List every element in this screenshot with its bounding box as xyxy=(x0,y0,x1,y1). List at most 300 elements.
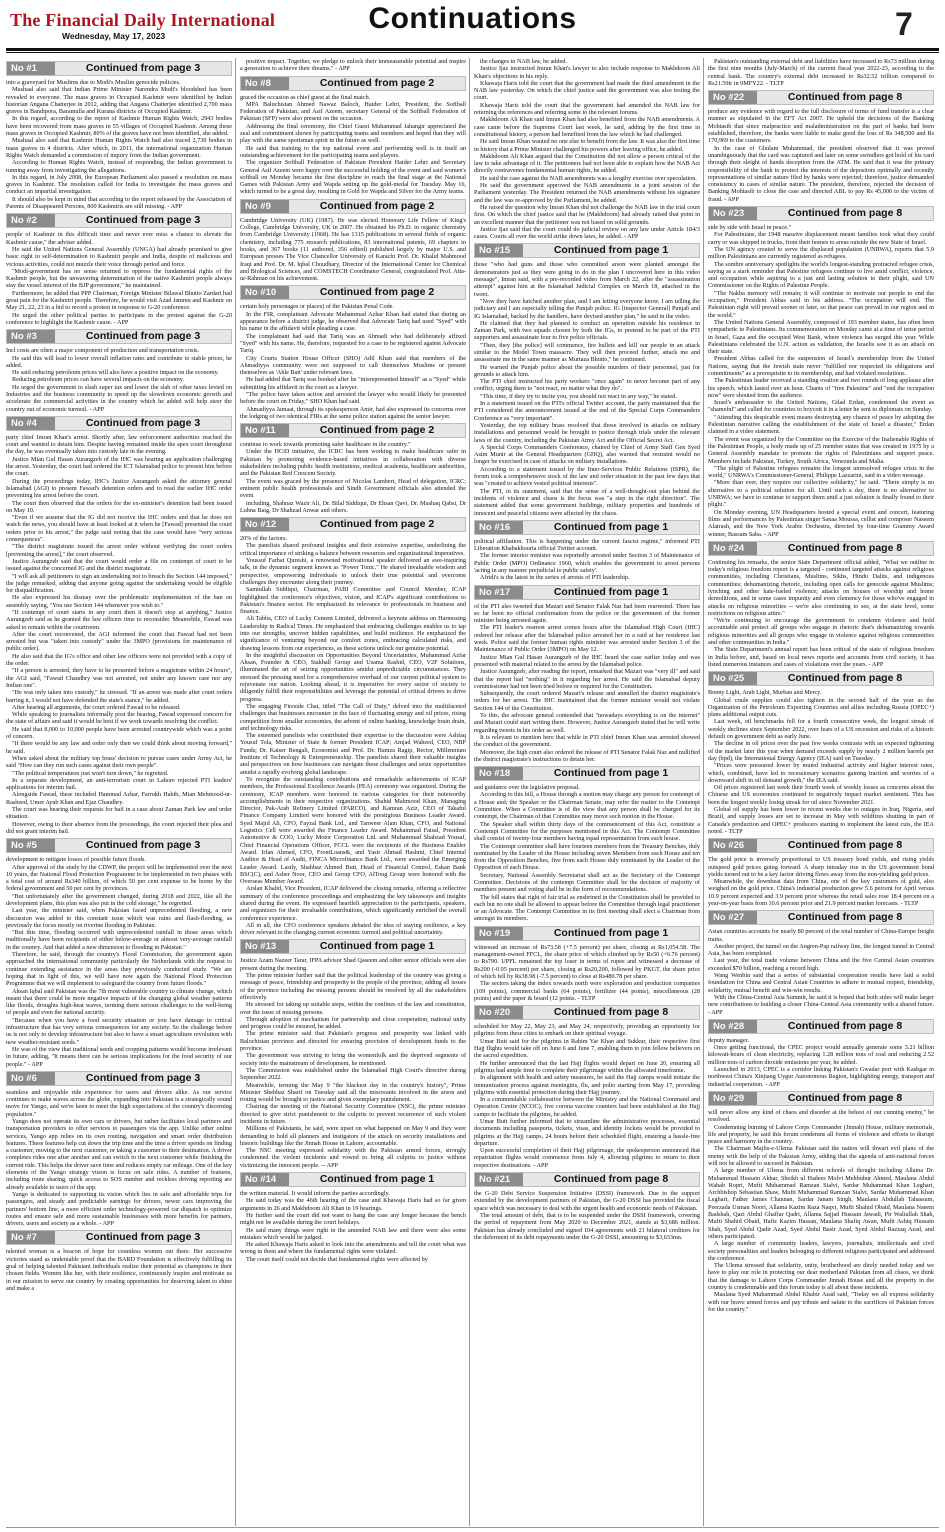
article-paragraph: The prime minister further said that the political leadership of the country was giving a message of peace, friendship and prosperity to the people of the province, adding all issues of the province including the missing persons should be resolved by all the stakeholders effectively. xyxy=(240,972,466,1001)
article-paragraph: The State Department's annual report has been critical of the state of religious freedom in India before, and, based on local news reports and accounts from civil society, it has listed numerous instances and cases of violations over the years. - APP xyxy=(708,646,934,668)
continuation-article xyxy=(474,520,700,582)
masthead-rule xyxy=(6,48,939,51)
article-body xyxy=(708,224,934,538)
publication-name: The Financial Daily International xyxy=(10,10,276,30)
column-2 xyxy=(240,58,466,1526)
article-paragraph: Khawaja Haris told the court that the government had amended the NAB law for returning the references and referring some to the relevant forums. xyxy=(474,101,700,117)
article-paragraph: He urged the government to slash super tax and lower the slab of other taxes levied on Industries and the business community to speed up the slowdown economic growth and accelerate the commercial activities in the country which he added will help steer the country out of economic turmoil. - APP xyxy=(6,383,232,413)
continuation-label: Continued from page 8 xyxy=(553,1006,669,1019)
continuation-header xyxy=(474,243,700,258)
article-paragraph: City Courts Station House Officer (SHO) Adil Khan said that members of the Ahmadiyya community were not supposed to call themselves Muslims or present themselves as 'Ahle Bait' under relevant laws. xyxy=(240,354,466,377)
article-body xyxy=(708,58,934,87)
article-paragraph: The PTI leader's rearrest arrest comes hours after the Islamabad High Court (IHC) ordered her release after the Islamabad police arrested her in a raid at her residence last week. Police said the former human rights minister was arrested under Section 3 of the Maintenance of Public Order (3MPO) on May 12. xyxy=(474,624,700,654)
article-paragraph: The complainant had said that Tariq was an Ahmadi who had deliberately affixed "Syed" with his name. He, therefore, requested for a case to be registered against Advocate Tariq. xyxy=(240,332,466,355)
article-paragraph: The event was graced by the presence of Nicolas Lambert, Head of delegation, ICRC; eminent public health professionals and Sindh Government officials also attended the event xyxy=(240,477,466,500)
article-paragraph: Launched in 2013, CPEC is a corridor linking Pakistan's Gwadar port with Kashgar in northwest China's Xinjiang Uygur Autonomous Region, highlighting energy, transport and industrial cooperation. - APP xyxy=(708,1066,934,1088)
publication-date: Wednesday, May 17, 2023 xyxy=(62,31,166,41)
continuation-number: No #6 xyxy=(7,1072,55,1085)
article-paragraph: "Attending this despicable event means destroying any chance of peace by adopting the Palestinian narrative calling the establishment of the state of Israel a disaster," Erdan claimed in a video statement. xyxy=(708,413,934,436)
article-paragraph: The total amount of debt, that is to be suspended under the DSSI framework, covering the period of repayment from May 2020 to December 2021, stands at $3,686 million. Pakistan has already concluded and signed 104 agreements with 21 bilateral creditors for the deferment of its debt repayments under the G-20 DSSI, amounting to $3,633mn. xyxy=(474,1211,700,1241)
article-paragraph: The prime minister said that Pakistan's progress and prosperity was linked with Balochistan province and directed for ensuring provision of development funds to the province. xyxy=(240,1030,466,1053)
article-paragraph: Last year, the minister said, when Pakistan faced unprecedented flooding, a new discussion was added to this constant issue which was rains and flash-flooding, as previously the focus mostly on riverine flooding in Pakistan. xyxy=(6,907,232,929)
article-paragraph: He said that 8,000 to 10,000 people have been arrested countrywide which was a point of concern. xyxy=(6,725,232,741)
article-paragraph: "This time, if they try to incite you, you should not react in any way," he stated. xyxy=(480,392,677,400)
article-paragraph: Ahsan Iqbal said Pakistan was the 7th most vulnerable country to climate change, which meant that there could be more negative impacts of the changing global weather patterns like floods, droughts high-heat waves, terming them serious challenges to the well-being of people and even the national security. xyxy=(6,987,232,1017)
article-paragraph: political affiliation. This is happening under the current fascist regime," informed PTI Liberation Khabakhouria official Twitter account. xyxy=(474,537,700,553)
continuation-header xyxy=(708,1019,934,1034)
article-paragraph: He said the government approved the NAB amendments in a joint session of the Parliament yesterday. The President returned the NAB amendments without his signature and the law was re-approved by the Parliament, he added. xyxy=(474,182,700,204)
article-paragraph: MPA Baluchistan Ahmed Nawaz Baloch, Haider Lehri, President, the Softball Federation of Pakistan, and Asif Azeem, secretary General of the Softball Federation of Pakistan (SFP) were also present on the occasion. xyxy=(240,100,466,123)
article-paragraph: including, Shahnaz Wazir Ali, Dr. Bilal Siddiqui, Dr Ehsan Qavi, Dr. Mushaq Qabsi, Dr Lubna Baig, Dr Shahzad Anwar and others. xyxy=(240,499,466,514)
continuation-header xyxy=(708,1091,934,1106)
continuation-number: No #4 xyxy=(7,417,55,430)
article-paragraph: According to this bill, a House through a motion may charge any person for contempt of a House and; the Speaker or the Chairman Senate, may refer the matter to the Contempt Committee. When a Committee is of the view that any person shall be charged for its contempt, the Chairman of that Committee may move such motion in the House. xyxy=(474,791,700,821)
continuation-article xyxy=(6,416,232,835)
article-paragraph: Justice Ijaz said that the court could do judicial review on any law under Article 184/3 cases. Courts all over the world strike down laws, he added. - APP xyxy=(474,225,700,241)
article-paragraph: In this regard, in July 2008, the European Parliament also passed a resolution on mass graves in Kashmir. The resolution called for India to investigate the mass graves and conduct an impartial investigation. xyxy=(6,173,232,196)
article-body xyxy=(708,689,934,835)
article-paragraph: Continuing his remarks, the senior State Department official added, "What we outline in today's religious freedom report is a targeted - continued targeted attacks against religious communities, including Christians, Muslims, Sikhs, Hindu Dalits, and indigenous communities; dehumanizing rhetoric, including open calls for genocide against Muslims; lynching and other hate-fueled violence; attacks on houses of worship and home demolitions, and in some cases impunity and even clemency for those who've engaged in attacks on religious minorities -- we're also continuing to see, at the state level, some restrictions on religious attire." xyxy=(708,558,934,617)
continuation-label: Continued from page 1 xyxy=(553,585,669,598)
article-paragraph: He said the United Nations General Assembly (UNGA) had already promised to give basic right to self-determination to Kashmiri people and India, despite of malicious and vicious activities, could not muzzle their voice through period and force. xyxy=(6,245,232,268)
continuation-article xyxy=(474,58,700,240)
continuation-number: No #22 xyxy=(709,91,757,104)
continuation-number: No #2 xyxy=(7,214,55,227)
article-paragraph: Justice Azam Nazeer Tarar, IFPA advisor Shad Qaseem and other senior officials were also present during the meeting. xyxy=(240,957,466,972)
article-paragraph: "But unfortunately after the government changed, during 2018 and 2022, like all the development plans, this plan was also put in the cold storage," he regretted. xyxy=(6,892,232,907)
article-paragraph: The PTI chief instructed his party workers "once again" to never become part of any conflict, urging them to "not react, no matter what they do". xyxy=(474,378,700,393)
article-paragraph: continue to work towards promoting safer healthcare in the country." xyxy=(240,441,411,449)
continuation-label: Continued from page 1 xyxy=(319,940,435,953)
article-paragraph: Cambridge University (UK) (1987). He was elected Honorary Life Fellow of King's College, Cambridge University, UK in 2007. He obtained his Ph.D. in organic chemistry from Cambridge University (1968). He has 1315 publications in several fields of organic chemistry, including 775 research publications, 83 international patents, 69 chapters in books, and 367 books (11 authored, 356 edited) published largely by major U.S. and European presses The Vice Chancellor University of Karachi Prof. Dr. Khalid Mahmood Iraqi and Prof. Dr. M. Iqbal Choudhary, Director of the International Center for Chemical and Biological Sciences, and COMSTECH Coordinator General, congratulated Prof. Atta-ur-Rahman on his achievement. xyxy=(240,216,466,283)
continuation-header xyxy=(474,926,700,941)
article-paragraph: talented woman is a beacon of hope for countless women out there. Her successive victories stand as undeniable proof that the BARD Foundation is effectively fulfilling its goal of helping talented Pakistani individuals realize their potential as champions in their chosen fields. Women like her, with their resilience, continuously inspire and motivate us in our mission to serve our country by creating opportunities for deserving talent to shine and make a xyxy=(6,1248,232,1292)
continuation-article xyxy=(708,910,934,1016)
continuation-header xyxy=(6,1230,232,1245)
article-paragraph: In the insightful discussion on Opportunities Beyond Uncertainties, Muhammad Azfar Ahsan, Founder & CEO, Stakhall Group and Usama Rashid, CEO, V2F Solutions, illuminated the art of seizing opportunities amidst unpredictable circumstances. They stressed the pressing need for a comprehensive overhaul of our current political system to rejuvenate our nation. Looking ahead, it is imperative for every sector of society to diligently fulfill their responsibilities and leverage the potential of critical drivers to drive progress. xyxy=(240,651,466,703)
article-paragraph: After approval of the study by the CDWP, the project will be implemented over the next 10 years, the National Flood Protection Programme to be implemented in two phases with a total cost of around Rs340 billion, of which 50 per cent expense to be borne by the federal government and 50 per cent by provinces. xyxy=(6,863,232,893)
section-title: Continuations xyxy=(368,2,577,35)
continuation-article xyxy=(240,517,466,936)
continuation-label: Continued from page 2 xyxy=(319,76,435,89)
continuation-header xyxy=(474,1005,700,1020)
continuation-header xyxy=(240,517,466,532)
continuation-header xyxy=(708,541,934,556)
article-paragraph: He warned the Punjab police about the possible murders of their personnel, just for grounds to attack him. xyxy=(474,363,700,378)
article-paragraph: The engaging Fireside Chat, titled "The Call of Duty," delved into the multifaceted challenges that businesses encounter in the face of fluctuating energy and oil prices, rising competition from smaller economies, the advent of online banking, knowledge brain drain, and technology risks. xyxy=(240,702,466,732)
article-paragraph: Youssuf Farhat Qureshi, a renowned motivational speaker delivered an awe-inspiring talk, in the dynamic segment known as "Power Tonic." He shared invaluable wisdom and perspective, empowering individuals to unlock their true potential and overcome challenges they encounter along their journey. xyxy=(240,557,466,586)
continuation-label: Continued from page 1 xyxy=(319,1173,435,1186)
continuation-header xyxy=(474,585,700,600)
article-paragraph: He had added that Tariq was booked after he "misrepresented himself" as a "Syed" while submitting his affidavit in the court as a lawyer. xyxy=(240,376,466,391)
continuation-article xyxy=(240,939,466,1169)
article-paragraph: Justice Ijaz instructed Imran Khan's lawyer to also include response to Makhdoom Ali Khan's objections in his reply. xyxy=(474,65,700,80)
article-body xyxy=(708,1037,934,1088)
article-paragraph: Furthermore, he added that PPP Chairman, Foreign Minister Bilawal Bhutto Zardari had great pain for the Kashmiri people. Therefore, he would visit Azad Jammu and Kashmir on May 21, 22, 23 in a bid to record a protest in response to G-20 conference. xyxy=(6,289,232,312)
article-paragraph: He further said the court did not want to hang the case any longer because the bench might not be available during the court holidays. xyxy=(240,1211,466,1227)
article-paragraph: into a graveyard for Muslims due to Modi's Muslim genocide policies. xyxy=(6,79,181,86)
article-body xyxy=(708,559,934,668)
continuation-article xyxy=(6,838,232,1068)
article-paragraph: Once getting functional, the CPEC project would annually generate some 3.21 billion kilowatt-hours of clean electricity, replacing 1.28 million tons of coal and reducing 2.52 million tons of carbon dioxide emissions per year, he added. xyxy=(708,1044,934,1066)
article-paragraph: He also expressed his dismay over the problematic implementation of the ban on assembly saying, "You use Section 144 whenever you wish to." xyxy=(6,594,232,609)
article-paragraph: He said the case against the NAB amendments was a lengthy exercise over speculation. xyxy=(480,174,697,182)
continuation-header xyxy=(6,61,232,76)
article-paragraph: He also said that the IG's office and other law officers were not provided with a copy of the order. xyxy=(6,652,232,668)
continuation-header xyxy=(474,520,700,535)
article-paragraph: Israel's ambassador to the United Nations, Gilad Erdan, condemned the event as "shameful" and called for countries to boycott it in a letter he sent to diplomats on Sunday. xyxy=(708,399,934,414)
article-paragraph: certain holy personages or places) of the Pakistan Penal Code. xyxy=(240,303,394,311)
article-body xyxy=(240,957,466,1169)
article-paragraph: A large number of community leaders, lawyers, journalists, intellectuals and civil society personalities and leaders belonging to different religions participated and addressed the conference. xyxy=(708,1240,934,1262)
column-divider xyxy=(235,58,236,1526)
article-paragraph: The Palestinian leader received a standing ovation and two rounds of long applause after his speech, which lasted over an hour. Chants of "free Palestine" and "end the occupation now" were shouted from the audience. xyxy=(708,377,934,399)
continuation-header xyxy=(240,285,466,300)
article-paragraph: Therefore, he said, through the country's Flood Commission, the government again approached the international community particularly the Netherlands with the request to continue extending assistance in the areas they previously conducted study. "We are hoping that in light of this, we will have now again the National Flood Protection Programme that we will implement to safeguard the country from future floods." xyxy=(6,951,232,988)
article-paragraph: "The plight of Palestine refugees remains the longest unresolved refugee crisis in the world," UNRWA's Commissioner-General, Philippe Lazzarini, said in a video message. xyxy=(708,464,934,480)
continuation-number: No #13 xyxy=(241,940,289,953)
article-paragraph: will never allow any kind of chaos and disorder at the behest of our cunning enemy," he resolved. xyxy=(708,1108,934,1124)
continuation-article xyxy=(474,1172,700,1241)
article-paragraph: "But this time, flooding occurred with unprecedented rainfall in those areas which traditionally have been recipients of either below-average or almost very-average rainfall in the country. And that added a new dimension to flooding in Pakistan." xyxy=(6,929,232,951)
column-divider xyxy=(469,58,470,1526)
article-paragraph: The event was organized by the Committee on the Exercise of the Inalienable Rights of the Palestinian People, a body made up of 25 member states that was created in 1975 by a General Assembly mandate to promote the rights of Palestinians and support peace. Members include Pakistan, Turkey, South Africa, Venezuela and Malta. xyxy=(708,435,934,465)
article-paragraph: Condemning burning of Lahore Corps Commander (Jinnah) House, military memorials, life and property, he said this forum condemns all forms of violence and efforts to disrupt peace and harmony in the country. xyxy=(708,1123,934,1146)
article-body xyxy=(708,928,934,1016)
article-paragraph: Ahmadiyya Jamaat, through its spokesperson Amir, had also expressed its concerns over the lodging of two identical FIRs at the same police station against the senior lawyer. xyxy=(240,405,466,420)
article-paragraph: He claimed that they had planned to conduct an operation outside his residence in Zaman Park, with two squads chosen by both the IGs, to pretend to be part of the PTI supporters and assassinate four to five police officials. xyxy=(474,319,700,342)
bottom-rule xyxy=(6,1527,939,1528)
article-paragraph: Justice Aurangzeb, after reading the report, remarked that Mazari was "very ill" and said that the report had "nothing" in it regarding her arrest. He said the Islamabad deputy commissioner had not been tried before or required for the Constitution. xyxy=(474,668,700,690)
continuation-number: No #11 xyxy=(241,424,289,437)
continuation-article xyxy=(6,1071,232,1228)
article-body xyxy=(6,231,232,326)
article-paragraph: Yango is dedicated to supporting its vision which lies in safe and affordable trips for passengers, and steady and predictable earnings for drivers, newer cars improving the partners' bottom line, a more efficient order technology-powered car dispatch to optimize routes and ensure safe and more sustainable businesses with more benefits for partners, drivers, users and society as a whole. - APP xyxy=(6,1190,232,1228)
article-body xyxy=(240,535,466,936)
continuation-article xyxy=(708,671,934,835)
article-paragraph: In alignment with health and safety measures, he said the Hajj camps would initiate the immunization process against meningitis, flu, and polio starting from May 17, providing pilgrims with essential protection during their Hajj journey. xyxy=(474,1074,700,1096)
continuation-label: Continued from page 8 xyxy=(787,91,903,104)
column-3 xyxy=(474,58,700,1526)
article-paragraph: Wang Wenbin said that a series of substantial cooperation results have laid a solid foundation for China and Central Asian Countries to adhere to mutual respect, friendship, solidarity, mutual benefit and win-win results. xyxy=(708,972,934,994)
article-body xyxy=(6,434,232,835)
article-paragraph: seamless and enjoyable ride experience for users and drivers alike. As our service continues to make waves across the globe, expanding into Pakistan is a strategically sound move for Yango, and we're keen to meet the high expectations of the country's discerning population." xyxy=(6,1088,232,1118)
column-1 xyxy=(6,58,232,1526)
article-paragraph: In the case of Ghulam Muhammad, the president observed that it was proved unambiguously that the card was captured and later on some swindlers got hold of his card through their sleight of hands deception from the ATM. He said that it was the primary responsibility of the bank to protect the interests of the depositors optimally and recently representations of similar nature filed by banks were rejected; therefore, justice demanded consistency in cases of similar nature. The president, therefore, rejected the decision of Banking Mohtasib to close the case and directed ABL to pay Rs 45,000 to the victim of fraud. - APP xyxy=(708,144,934,203)
continuation-header xyxy=(6,838,232,853)
article-paragraph: Incl costs are often a major component of production and transportation costs. xyxy=(6,347,200,355)
article-paragraph: Subsequently, the court ordered Mazari's release and annulled the district magistrate's orders for her arrest. The IHC maintained that the former minister would not violate Section 144 of the Constitution. xyxy=(474,690,700,712)
article-paragraph: "Then, they [the police] will commence, fire bullets and kill our people in an attack similar to the Model Town massacre. They will then proceed further, attack me and assassinate me in the same manner as Murtaza Bhutto," he continued. xyxy=(474,341,700,364)
article-paragraph: "More than ever, they require our collective solidarity," he said. "There simply is no alternative to a political solution for all. Until such a day, there is no alternative to UNRWA; we have to continue to support them until a just solution is finally found to their plight." xyxy=(708,479,934,509)
article-paragraph: To recognize the outstanding contributions and remarkable achievements of ICAP members, the Professional Excellence Awards (PEA) ceremony was organized. During the ceremony, ICAP members were honored in various categories for their noteworthy accomplishments in their respective organizations. Shahid Mahmood Khan, Managing Director, Pak-Arab Refinery Limited (PARCO), and Kamran Aziz, CEO of Takaful Finance Company Limited were honored with the prestigious Business Leader Award. Syed Majid Ali, CFO, Fayzal Bank Ltd., and Tanweer Alam Khan, CFO, and National Logistics Cell were awarded the Finance Leader Award. Muhammad Faisal, President Automotive & COO, Lucky Motor Corporation Ltd. and Muhammad Shahzad Yousaf, Chief Financial Operations Officer, FCCL were the recipients of the Business Enabler Award. Irfan Ahmed, CFO, FrontLoans&, and Yasir Ahmad Hashmi, Chief Internal Auditor & Head of Audit, FINCA Microfinance Bank Ltd., were awarded the Emerging Leader Award. Lastly, Shahbaz Ahmed Butt, Head of Financial Control, Eskan Bank BSC(C), and Asher Noor, CEO and Group CFO, AlToug Group were honored with the Overseas Member Award. xyxy=(240,775,466,886)
masthead xyxy=(0,0,945,52)
continuation-label: Continued from page 8 xyxy=(787,911,903,924)
article-paragraph: On Monday evening, UN Headquarters hosted a special event and concert, featuring films and performances by Palestinian singer Sanaa Moussa, cellist and composer Naseem Alatrash, and the New York Arabic Orchestra, directed by four-time Grammy Award winner, Bassam Saba. - APP xyxy=(708,508,934,538)
article-paragraph: "I will ask all petitioners to sign an undertaking not to breach the Section 144 imposed," the judge remarked, adding that anyone going against the undertaking would be eligible for disqualification. xyxy=(6,572,232,595)
continuation-label: Continued from page 8 xyxy=(787,672,903,685)
article-paragraph: According to a statement issued by the Inter-Services Public Relations (ISPR), the forum took a comprehensive stock of the law and order situation in the past few days that was "created to achieve vested political interests". xyxy=(474,465,700,488)
continuation-article xyxy=(6,329,232,413)
article-body xyxy=(240,303,466,420)
continuation-label: Continued from page 8 xyxy=(787,839,903,852)
article-paragraph: In a commendable collaborative between the Ministry and the National Command and Operation Centre (NCOC), five corona vaccine counters had been established at the Hajj camps to facilitate the pilgrims, he added. xyxy=(474,1096,700,1118)
continuation-label: Continued from page 2 xyxy=(319,286,435,299)
article-paragraph: Mushaal also said that Indian Prime Minister Narendra Modi's bloodshed has been revealed to everyone. The mass graves in Occupied Kashmir were identified by Indian historian Angana Chatterjee in 2012, adding that Angana Chatterjee identified 2,700 mass graves in Bandipora, Baramulla and Kurana districts of Occupied Kashmir. xyxy=(6,86,232,116)
continuation-number: No #18 xyxy=(475,767,523,780)
article-paragraph: Umar Butt said for the pilgrims in Rahim Yar Khan and Sukkur, their respective first Hajj flights would take off on June 6 and June 7, enabling them to join fellow believers on the sacred expedition. xyxy=(474,1037,700,1060)
article-paragraph: The sectors taking the index towards north were exploration and production companies (109 points), commercial banks (64 points), fertilizer (44 points), miscellaneous (28 points) and the paper & board (12 points. - TLTP xyxy=(474,980,700,1002)
article-body xyxy=(474,538,700,582)
article-paragraph: Another project, the tunnel on the Angren-Pap railway line, the longest tunnel in Central Asia, has been completed. xyxy=(708,942,934,958)
article-paragraph: graced the occasion as chief guest at the final match. xyxy=(240,93,371,101)
article-paragraph: of the PTI also tweeted that Mazari and Senator Falak Naz had been rearrested. There has so far been no official confirmation from the police or the government of the former minister being arrested again. xyxy=(474,602,700,625)
article-paragraph: The Contempt committee shall have fourteen members from the Treasury Benches, duly nominated by the Leader of the House including seven Members from each House and ten from the Opposition Benches, five from each House duly nominated by the Leader of the Opposition of each House. xyxy=(474,842,700,872)
article-paragraph: scheduled for May 22, May 23, and May 24, respectively, providing an opportunity for pilgrims from these cities to embark on their spiritual voyage. xyxy=(474,1023,700,1038)
continuation-number: No #20 xyxy=(475,1006,523,1019)
continuation-label: Continued from page 2 xyxy=(319,424,435,437)
continuation-article xyxy=(708,838,934,907)
article-paragraph: The United Nations General Assembly, composed of 193 member states, has often been sympathetic to Palestinians. Its commemoration on Monday came at a time of tense period in Israel, Gaza and the occupied West Bank, where violence has surged this year. While Palestinians celebrated the U.N. action as validation, the Israelis saw it as an attack on their state. xyxy=(708,318,934,356)
article-paragraph: development to mitigate losses of possible future floods. xyxy=(6,856,146,864)
continuation-label: Continued from page 1 xyxy=(553,520,669,533)
article-paragraph: The court then observed that the orders for the ex-minister's detention had been issued on May 10. xyxy=(6,499,232,514)
continuation-label: Continued from page 8 xyxy=(787,1091,903,1104)
continuation-number: No #23 xyxy=(709,207,757,220)
article-paragraph: It is relevant to mention here that while in PTI chief Imran Khan was arrested showed the conduct of the government. xyxy=(474,733,700,749)
article-paragraph: deputy manager. xyxy=(708,1036,749,1044)
continuation-article xyxy=(474,926,700,1002)
continuation-article xyxy=(474,243,700,516)
continuation-article xyxy=(708,1019,934,1088)
continuation-header xyxy=(240,199,466,214)
article-paragraph: Addressing the final ceremony, the Chief Guest Muhammad Jahangir appreciated the zeal and commitment shown by participating teams and members and hoped that they will play with the same sportsman spirit in the future as well. xyxy=(240,122,466,145)
article-paragraph: Justice Aurangzeb said that the court would order a file on contempt of court to be issued against the concerned IG and the district magistrate. xyxy=(6,557,232,573)
article-paragraph: Samiullah Siddiqui, Chairman, PABI Committee and Council Member, ICAP highlighted the conference's objectives, vision, and ICAP's significant contributions to Pakistan's finance sector. He emphasized its relevance to professionals in business and finance. xyxy=(240,586,466,616)
article-paragraph: The decline in oil prices over the past few weeks contrasts with an expected tightening of the market later this year when demand exceeds supply by nearly 2 million barrels per day (bpd), the International Energy Agency (IEA) said on Tuesday. xyxy=(708,740,934,762)
article-paragraph: "The district magistrate issued the arrest order without verifying the court orders [preventing the arrest]," the court observed. xyxy=(6,543,232,558)
article-body xyxy=(6,1089,232,1228)
continuation-header xyxy=(240,76,466,91)
article-body xyxy=(474,1023,700,1169)
article-paragraph: Oil prices registered last week their fourth week of weekly losses as concerns about the Chinese and US economies continued to negatively impact market sentiment. This has been the longest weekly losing streak for oil since November 2021. xyxy=(708,784,934,806)
article-paragraph: He asked Khawaja Haris asked to look into the amendments and tell the court what was wrong in them and where the fundamental rights were violated. xyxy=(240,1241,466,1256)
article-paragraph: While speaking to journalists informally post the hearing, Fawad expressed concern for the state of affairs and said it would be best if we work towards resolving the conflict. xyxy=(6,711,232,726)
continuation-label: Continued from page 3 xyxy=(85,1071,201,1084)
continuation-number: No #8 xyxy=(241,77,289,90)
continuation-number: No #17 xyxy=(475,586,523,599)
article-paragraph: The court was hearing their requests for bail in a case about Zaman Park law and order situation. xyxy=(6,806,232,821)
article-body xyxy=(708,1109,934,1313)
continuation-number: No #19 xyxy=(475,927,523,940)
article-paragraph: The PTI, in its statement, said that the sense of a well-thought-out plan behind the incidents of violence and chaos is the focus was "a step in the right direction". The statement added that some government buildings, military properties and hundreds of innocent and peaceful citizens were affected by the chaos. xyxy=(474,487,700,517)
article-paragraph: "Even if we assume that the IG did not receive the IHC orders and that he does not watch the news, you should have at least looked at it when he [Fawad] presented the court orders prior to his arrest," the judge said noting that the case would have "very serious consequences". xyxy=(6,514,232,544)
masthead-rule-thin xyxy=(6,52,939,53)
continuation-number: No #10 xyxy=(241,286,289,299)
continuation-number: No #16 xyxy=(475,521,523,534)
article-body xyxy=(6,1248,232,1292)
article-paragraph: "If there would be any law and order only then we could think about moving forward," he said. xyxy=(6,740,232,755)
continuation-article xyxy=(240,58,466,73)
continuation-header xyxy=(240,423,466,438)
continuation-number: No #14 xyxy=(241,1173,289,1186)
continuation-article xyxy=(240,199,466,283)
article-paragraph: "Now they have hatched another plan, and I am letting everyone know. I am telling the judiciary and I am especially telling the Punjab police. IG [inspector General] Punjab and IG Islamabad, backed by the handlers, have devised another plan," he said in the video. xyxy=(474,297,700,320)
article-paragraph: The gold price is inversely proportional to US treasury bond yields, and rising yields outspeed gold prices going forward. A sharp intraday rise in the US government bond yields turned out to be a key factor driving flows away from the non-yielding gold prices. xyxy=(708,856,934,878)
article-paragraph: The Speaker shall within thirty days of the commencement of this Act, constitute a Contempt Committee for the purposes mentioned in this Act. The Contempt Committee shall consist of twenty-four members having equal representation from each house. xyxy=(474,820,700,843)
article-paragraph: Millions of Pakistanis, he said, were upset on what happened on May 9 and they were demanding to hold all planners and instigators of the attack on security installations and historic buildings like the Jinnah House in Lahore, accountable. xyxy=(240,1125,466,1147)
article-body xyxy=(6,79,232,210)
article-body xyxy=(6,347,232,413)
continuation-number: No #21 xyxy=(475,1173,523,1186)
article-paragraph: The Ulema stressed that solidarity, unity, brotherhood are direly needed today and we have to play our role in protecting our dear motherland Pakistan from all chaos, we think that the damage to Lahore Corps Commander Jinnah House and all the property in the country is condemnable and this forum today is all about these incidents. xyxy=(708,1262,934,1292)
continuation-header xyxy=(708,90,934,105)
article-paragraph: He said reducing petroleum prices will also have a positive impact on the economy. xyxy=(12,369,219,377)
continuation-article xyxy=(474,1005,700,1169)
continuation-label: Continued from page 8 xyxy=(787,541,903,554)
continuation-number: No #3 xyxy=(7,330,55,343)
article-paragraph: the G-20 Debt Service Suspension Initiative (DSSI) framework. Due to the support extended by the development partners of Pakistan, the G-20 DSSI has provided the fiscal space which was necessary to deal with the urgent health and economic needs of Pakistan. xyxy=(474,1190,700,1212)
continuation-header xyxy=(6,213,232,228)
continuation-header xyxy=(240,939,466,954)
article-paragraph: To this, the advocate general contended that "nowadays everything is on the internet" and Mazari could start writing there. However, Justice Aurangzeb stated that he will write regarding tweets in his order as well. xyxy=(474,712,700,734)
continuation-label: Continued from page 8 xyxy=(787,1019,903,1032)
article-paragraph: "The political temperatures just won't turn down," he regretted. xyxy=(12,769,169,777)
article-paragraph: Chairing the meeting of the National Security Committee (NSC), the prime minister directed to give strict punishment to the culprits to prevent recurrence of such violent incidents in future. xyxy=(240,1103,466,1125)
continuation-header xyxy=(708,206,934,221)
article-body xyxy=(708,856,934,907)
article-paragraph: The Chairman Majlis-e-Ulema Pakistan said the nation will thwart evil plans of the enemy with the help of the Pakistan Army, adding that the agenda of anti-national forces will not be allowed to succeed in Pakistan. xyxy=(708,1145,934,1167)
article-paragraph: Last year, the total trade volume between China and the five Central Asian countries exceeded $70 billion, reaching a record high. xyxy=(708,957,934,972)
article-paragraph: According to Human Rights Watch, instead of responding, the Indian government is running away from investigating the allegations. xyxy=(6,159,232,174)
article-body xyxy=(474,944,700,1002)
continuation-number: No #24 xyxy=(709,542,757,555)
article-paragraph: Khawaja Haris told the court that the government had made the third amendment in the NAB law yesterday. On which the chief justice said the government was also testing the court. xyxy=(474,79,700,102)
article-paragraph: A large number of Ulema from different schools of thought including Allama Dr. Muhammad Hussain Akbar, Sheikh ul Hadees Molvi Mehbubur Ahmed, Maulana Abdul Wahab Ropri, Mufti Muhammad Ramzan Sialvi, Sardar Muhammad Khan Leghari, Archbishop Sebastian Shaw, Mufti Muhammad Ramzan Sialvi, Sardar Muhammad Khan Leghari, Father James Channan, Sardar Janam Singh, Maulana Abdullah Tahassum, Peerzada Usman Noori, Allama Kazim Raza Naqvi, Mufti Shahid Obaid, Maulana Naeem Badshah, Qazi Abdul Ghaffar Qadri, Allama Sajjad Hussain Jawadi, Pir Waliullah Shah, Mufti Shahid Obaid, Hafiz Kazim Hassan, Maulana Shafiq Awan, Mufti Ashiq Hussain Shah, Syed Abdul Qadir Azad, Syed Abdul Basir Azad, Syed Abdul Razzaq Azad, and others participated. xyxy=(708,1167,934,1240)
continuation-article xyxy=(708,90,934,203)
article-body xyxy=(474,603,700,764)
article-paragraph: It should also be kept in mind that according to the report released by the Association of Parents of Disappeared Persons, 800 Kashmiris are still missing. - APP xyxy=(6,195,232,211)
continuation-number: No #28 xyxy=(709,1020,757,1033)
article-paragraph: the written material. It would inform the parties accordingly. xyxy=(240,1190,390,1198)
article-paragraph: After the court reconvened, the AGI informed the court that Fawad had not been arrested but was "taken into custody" under the 3MPO (provisions for maintenance of public order). xyxy=(6,630,232,653)
continuation-article xyxy=(6,213,232,326)
article-paragraph: Maulana Syed Muhammad Abdul Khabir Azad said, "Today we all express solidarity with our brave armed forces and pay tribute and salute to the sacrifices of Pakistan forces for the country." xyxy=(708,1291,934,1313)
article-paragraph: "Prices were pressured lower by muted industrial activity and higher interest rates, which, combined, have led to recessionary scenarios gaining traction and worries of a downward shift in oil demand growth," the IEA said. xyxy=(708,762,934,784)
article-body xyxy=(474,58,700,240)
article-paragraph: Global oil supply has been lower in recent weeks due to outages in Iraq, Nigeria, and Brazil, and supply losses are set to increase in May with wildfires shutting in part of Canada's production and OPEC+ producers starting to implement the latest cuts, the IEA noted. - TLTP xyxy=(708,806,934,835)
article-paragraph: The organizer Softball Federation of Pakistan President Haider Lehri and Secretary General Asif Azeem were happy over the successful holding of the event and said women's softball on Monday became the first discipline to reach the final stage at the National Games with Pakistan Army and Wapda setting up the gold-medal for Tuesday. May 16, which turned to be a great day, resulting in Gold for Wapda and Silver for the Army teams. xyxy=(240,159,466,196)
continuation-article xyxy=(240,76,466,196)
continuation-article xyxy=(708,1091,934,1313)
article-paragraph: The NSC meeting expressed solidarity with the Pakistan armed forces, strongly condemned the violent incidents and vowed to bring all culprits to justice without victimizing the innocent people. -- APP xyxy=(240,1147,466,1169)
column-4 xyxy=(708,58,934,1526)
article-body xyxy=(240,441,466,514)
article-paragraph: Upon successful completion of their Hajj pilgrimage, the spokesperson announced that repatriation flights would commence from July 4, allowing pilgrims to return to their respective destinations. - APP xyxy=(474,1147,700,1169)
continuation-article xyxy=(708,541,934,668)
article-paragraph: Bonny Light, Arab Light, Murban and Mercy. xyxy=(708,689,822,697)
article-paragraph: He said many things were right in the amended NAB law and there were also some mistakes which would be judged. xyxy=(240,1226,466,1241)
continuation-article xyxy=(474,585,700,764)
article-paragraph: positive impact. Together, we pledge to unlock their immeasurable potential and inspire a generation to achieve their dreams." - APP xyxy=(240,58,466,73)
article-paragraph: The former interior minister was reportedly arrested under Section 3 of Maintenance of Public Order (MPO) Ordinance 1960, which enables the government to arrest persons 'acting in any manner prejudicial to public safety'. xyxy=(474,552,700,574)
article-paragraph: party chief Imran Khan's arrest. Shortly after, law enforcement authorities reached the court and wanted to detain him. Despite having remained inside the apex court throughout the day, he was eventually taken into custody late in the evening. xyxy=(6,433,232,456)
continuation-number: No #9 xyxy=(241,200,289,213)
continuation-header xyxy=(474,766,700,781)
article-paragraph: "If a person is arrested, they have to be presented before a magistrate within 24 hours", the AGI said, "Fawad Chaudhry was not arrested, not under any known case nor any Indian one". xyxy=(6,667,232,689)
continuation-label: Continued from page 3 xyxy=(85,330,201,343)
article-paragraph: Arslan Khalid, Vice President, ICAP delivered the closing remarks, offering a reflective summary of the conference proceedings and emphasizing the key takeaways and insights shared during the event. He expressed heartfelt appreciation to the participants, speakers, and organizers for their invaluable contributions, which significantly enriched the overall conference experience. xyxy=(240,885,466,922)
article-paragraph: During the proceedings today, IHC's Justice Aurangzeb asked the attorney general Islamabad (AGI) to present Fawad's detention orders and to read the earlier IHC order preventing his arrest before the court. xyxy=(6,477,232,500)
article-paragraph: Last week, oil benchmarks fell for a fourth consecutive week, the longest streak of weekly declines since September 2022, over fears of a US recession and risks of a historic default on government debt as early June. xyxy=(708,718,934,741)
article-paragraph: The UN agency created to serve the displaced population (UNRWA), reports that 5.9 million Palestinians are currently registered as refugees. xyxy=(708,245,934,261)
article-body xyxy=(6,856,232,1068)
article-paragraph: The Commission was established under the Islamabad High Court's directive during September 2022. xyxy=(240,1066,466,1082)
article-paragraph: witnessed an increase of Rs73.58 (+7.5 percent) per share, closing at Rs1,054.58. The management-owned FFCL, the share price of which climbed up by Rs50 (+6.76 percent) to Rs790. UPFL remained the top loser in terms of rupee and witnessed a decrease of Rs200 (-0.95 percent) per share, closing at Rs20,200, followed by PKGT, the share price of which fell by Rs38.98 (-7.5 percent) to close at Rs480.78 per share. xyxy=(474,943,700,980)
continuation-article xyxy=(240,285,466,420)
continuation-header xyxy=(6,416,232,431)
continuation-label: Continued from page 2 xyxy=(319,199,435,212)
article-paragraph: Umar Butt further informed that to streamline the administrative processes, essential documents including passports, tickets, visas, and identity lockets would be provided to pilgrims at the Hajj camps, 24 hours before their scheduled flight, ensuring a hassle-free departure. xyxy=(474,1118,700,1147)
article-paragraph: "If contempt of court starts in any court then it doesn't stop at anything," Justice Aurangzeb said as he granted the law officers time to reconsider. Meanwhile, Fawad was asked to remain within the courtroom. xyxy=(6,609,232,631)
continuation-number: No #26 xyxy=(709,839,757,852)
article-paragraph: In this regard, according to the report of Kashmir Human Rights Watch, 2943 bodies have been recovered from mass graves in 55 villages of Occupied Kashmir. Among these mass graves in Occupied Kashmir, 80% of the graves have not been identified, she added. xyxy=(6,115,232,138)
continuation-label: Continued from page 3 xyxy=(85,1231,201,1244)
continuation-header xyxy=(240,1172,466,1187)
article-paragraph: "He was only taken into custody," he stressed. "If an arrest was made after court orders barring it, I would not have defended the state's stance," he added. xyxy=(6,689,232,704)
article-paragraph: Yango does not operate its own cars or drivers, but rather facilitates local partners and transportation providers to offer services to passengers via the app. Unlike other online services, Yango app relies on its own routing, navigation and smart order distribution features. These features help cut down the trip time and the time a driver spends on finding a customer, moving to the next customer, or taking a customer to their destination. A driver completes rides one after another and can switch to the next customer while finishing the current ride. This helps the driver save time and reduces empty car mileage. One of the key elements of the Yango strategy vision is focus on safe rides. A number of features, including route sharing, quick access to SOS number and reckless driving reporting are already available to users of the app. xyxy=(6,1118,232,1191)
article-paragraph: Justice Mian Gul Hasan Aurangzeb of the IHC heard the case earlier today and was presented with material related to the arrest by the Islamabad police. xyxy=(474,653,700,668)
continuation-article xyxy=(240,423,466,514)
article-paragraph: the changes in NAB law, he added. xyxy=(480,58,567,65)
continuation-article xyxy=(708,206,934,538)
continuation-number: No #7 xyxy=(7,1231,55,1244)
continuation-label: Continued from page 1 xyxy=(553,926,669,939)
article-paragraph: In a statement issued on the PTI's official Twitter account, the party maintained that the PTI considered the announcement issued at the end of the Special Corps Commanders Conference as "very important". xyxy=(474,400,700,422)
article-paragraph: Pakistan's outstanding external debt and liabilities have increased to Rs73 million during the first nine months (July-March) of the current fiscal year 2022-23, according to the central bank. The country's external debt increased to Rs32.52 trillion compared to Rs21.59tr in 9MFY22. - TLTP xyxy=(708,58,934,87)
article-paragraph: Asian countries accounts for nearly 80 percent of the total number of China-Europe freight trains. xyxy=(708,928,934,943)
article-paragraph: Mushaal also said that Kashmir Human Rights Watch had also traced 2,730 bodies in mass graves in 4 districts. After which, in 2011, the international organization Human Rights Watch demanded a commission of inquiry from the Indian government. xyxy=(6,137,232,159)
continuation-label: Continued from page 2 xyxy=(319,518,435,531)
continuation-label: Continued from page 3 xyxy=(85,214,201,227)
article-paragraph: He said today was the 46th hearing of the case and Khawaja Haris had so far given arguments in 26 and Makhdoom Ali Khan in 19 hearings. xyxy=(240,1197,466,1212)
article-paragraph: "The Nakba memory will remain; it will continue to motivate our people to end the occupation," President Abbas said in his address. "The occupation will end. The Palestinian right will prevail sooner or later, so that peace can prevail in our region and in the world." xyxy=(708,289,934,319)
article-paragraph: After hearing all arguments, the court ordered Fawad to be released. xyxy=(12,703,181,711)
article-paragraph: 20% of the factors. xyxy=(240,535,288,543)
continuation-label: Continued from page 3 xyxy=(85,839,201,852)
continuation-article xyxy=(474,766,700,923)
article-body xyxy=(240,1190,466,1263)
article-paragraph: However, owing to their absence from the proceedings, the court rejected their plea and did not grant interim bail. xyxy=(6,820,232,835)
article-paragraph: The government was striving to bring the womenfolk and the deprived segments of society into the mainstream of development, he mentioned. xyxy=(240,1052,466,1067)
article-body xyxy=(474,261,700,516)
article-paragraph: Yesterday, the top military brass resolved that those involved in attacks on military installations and personnel would be brought to justice through trials under the relevant laws of the country, including the Pakistan Army Act and the Official Secret Act. xyxy=(474,421,700,444)
article-paragraph: Alongside Fawad, these included Hammad Azhar, Farrukh Habib, Mian Mehmood-ur-Rasheed, Umer Ayub Khan and Ejaz Chaudhry. xyxy=(6,791,232,806)
article-paragraph: Makhdoom Ali Khan said Imran Khan had also benefited from the NAB amendments. A case came before the Supreme Court last week, he said, adding by the first time in constitutional history, a person had benefited from the law which he had challenged. xyxy=(474,116,700,138)
article-paragraph: Meanwhile, terming the May 9 "the blackest day in the country's history", Prime Minister Shehbaz Sharif on Tuesday said all the miscreants involved in the arson and rioting would be brought to justice and given exemplary punishment. xyxy=(240,1081,466,1104)
article-paragraph: side by side with Israel in peace." xyxy=(708,224,792,232)
article-paragraph: In the FIR, complainant Advocate Muhammad Azhar Khan had stated that during an appearance before a district judge, he observed that Advocate Tariq had used "Syed" with his name in the affidavit while pleading a case. xyxy=(240,310,466,333)
article-paragraph: All in all, the CFO conference speakers debated the idea of staying resilience, a key driver relevant to the changing current economic turmoil and political uncertainty. xyxy=(240,921,466,937)
article-body xyxy=(708,108,934,203)
article-paragraph: He said Imran Khan wanted no one else to benefit from the law. It was also the first time in history that a Prime Minister challenged his powers after leaving office, he added. xyxy=(474,138,700,153)
article-paragraph: He urged the other political parties to participate in the protest against the G-20 conference to highlight the Kashmir cause. - APP xyxy=(6,311,232,326)
continuation-header xyxy=(708,671,934,686)
continuation-header xyxy=(708,838,934,853)
article-paragraph: The sombre anniversary spotlights the world's longest-standing protracted refugee crisis, saying as a stark reminder that Palestine refugees continue to live amid conflict, violence, and occupation while aspiring to a just and lasting solution to their plight, said UN Commissioner on the Rights of Palestine People. xyxy=(708,260,934,290)
continuation-number: No #5 xyxy=(7,839,55,852)
article-paragraph: Secretary, National Assembly Secretariat shall act as the Secretary of the Contempt Committee. Decisions of the contempt Committee shall be the decision of majority of members present and voting shall be in the form of recommendations. xyxy=(474,871,700,894)
